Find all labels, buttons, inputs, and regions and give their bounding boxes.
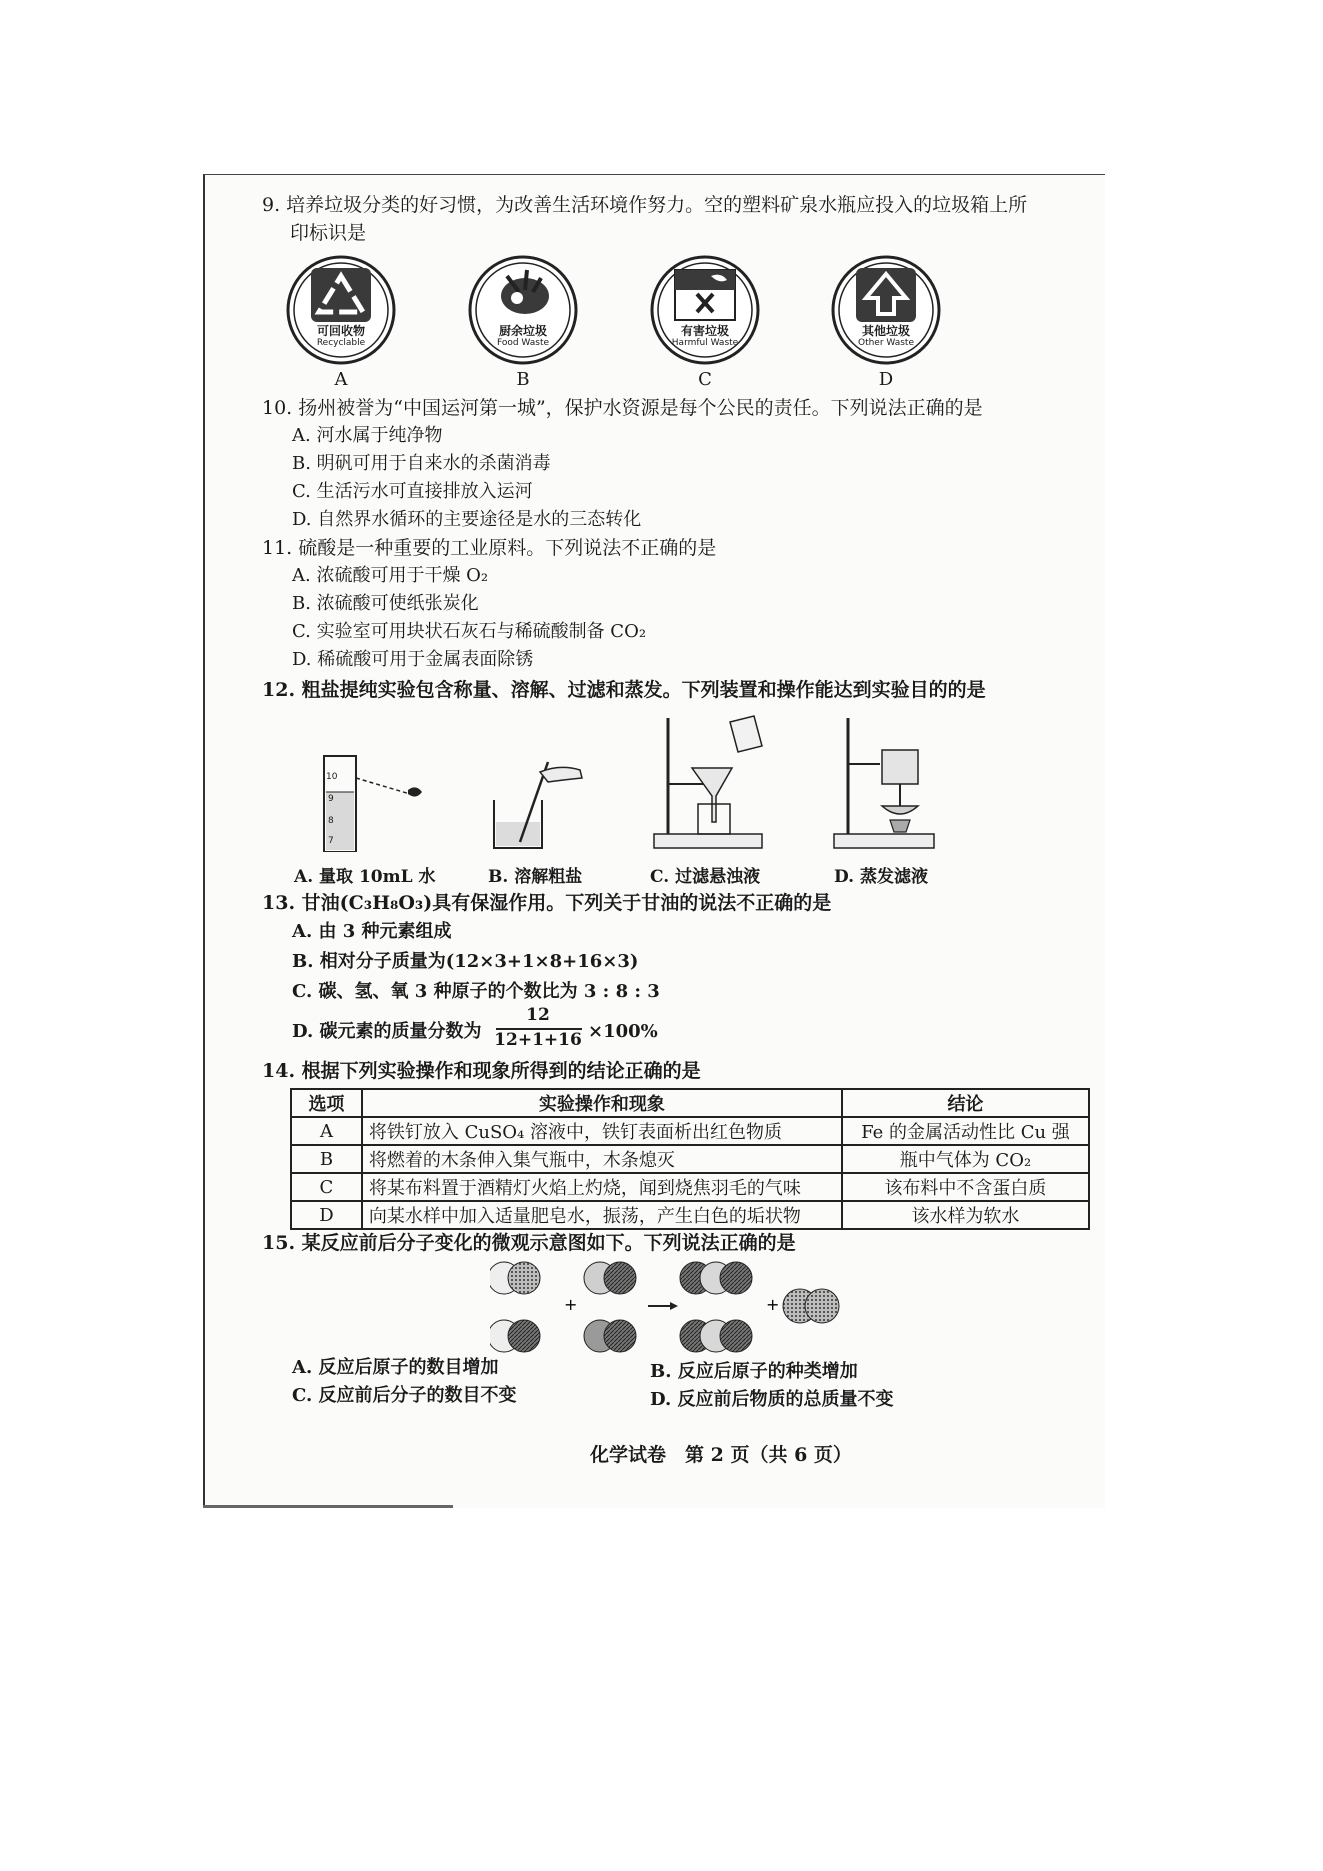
table-header-row	[291, 1089, 1089, 1117]
q13-option-c: C. 碳、氢、氧 3 种原子的个数比为 3 : 8 : 3	[292, 981, 660, 1002]
sign-label-cn: 可回收物	[316, 324, 365, 338]
cylinder-mark: 8	[328, 816, 334, 826]
molecule-diagram	[490, 1258, 850, 1362]
cell-option: B	[291, 1145, 362, 1173]
beaker-stirring-figure	[490, 752, 590, 856]
q10-option-c: C. 生活污水可直接排放入运河	[292, 481, 533, 502]
table-row	[291, 1145, 1089, 1173]
q11-option-a: A. 浓硫酸可用于干燥 O₂	[292, 565, 489, 586]
sign-label-cn: 厨余垃圾	[498, 324, 547, 338]
q13-stem: 13. 甘油(C₃H₈O₃)具有保湿作用。下列关于甘油的说法不正确的是	[262, 892, 832, 914]
q11-stem: 11. 硫酸是一种重要的工业原料。下列说法不正确的是	[262, 537, 717, 559]
header-operation: 实验操作和现象	[362, 1089, 842, 1117]
q11-option-c: C. 实验室可用块状石灰石与稀硫酸制备 CO₂	[292, 621, 647, 642]
q11-option-b: B. 浓硫酸可使纸张炭化	[292, 593, 479, 614]
cell-option: D	[291, 1201, 362, 1229]
svg-text:+: +	[766, 1295, 780, 1314]
cell-operation: 将某布料置于酒精灯火焰上灼烧，闻到烧焦羽毛的气味	[362, 1173, 842, 1201]
recyclable-sign	[285, 254, 397, 370]
q12-caption-c: C. 过滤悬浊液	[650, 867, 761, 887]
page-edge	[203, 1505, 453, 1508]
q13-option-a: A. 由 3 种元素组成	[292, 921, 452, 942]
fraction-numerator: 12	[526, 1005, 550, 1025]
q9-stem-line2: 印标识是	[290, 222, 367, 244]
cell-conclusion: 该布料中不含蛋白质	[842, 1173, 1089, 1201]
evaporation-figure	[830, 712, 940, 856]
q12-stem: 12. 粗盐提纯实验包含称量、溶解、过滤和蒸发。下列装置和操作能达到实验目的的是	[262, 679, 986, 701]
harmful-waste-sign	[649, 254, 761, 370]
svg-text:+: +	[564, 1295, 578, 1314]
table-row	[291, 1173, 1089, 1201]
sign-label-cn: 有害垃圾	[680, 324, 729, 338]
other-waste-sign	[830, 254, 942, 370]
q13-option-b: B. 相对分子质量为(12×3+1×8+16×3)	[292, 951, 639, 972]
cell-option: C	[291, 1173, 362, 1201]
q12-caption-b: B. 溶解粗盐	[488, 867, 583, 887]
page-footer: 化学试卷 第 2 页（共 6 页）	[590, 1444, 852, 1466]
q12-caption-a: A. 量取 10mL 水	[294, 867, 436, 887]
q15-option-c: C. 反应前后分子的数目不变	[292, 1385, 517, 1406]
q10-option-b: B. 明矾可用于自来水的杀菌消毒	[292, 453, 551, 474]
q10-option-a: A. 河水属于纯净物	[292, 425, 443, 446]
cylinder-mark: 10	[326, 772, 338, 782]
sign-label-en: Other Waste	[857, 338, 914, 348]
sign-label-en: Harmful Waste	[671, 338, 739, 348]
cell-operation: 将燃着的木条伸入集气瓶中，木条熄灭	[362, 1145, 842, 1173]
q9-stem-line1: 9. 培养垃圾分类的好习惯，为改善生活环境作努力。空的塑料矿泉水瓶应投入的垃圾箱上所	[262, 194, 1028, 216]
option-letter: A	[334, 369, 348, 390]
q15-option-b: B. 反应后原子的种类增加	[650, 1361, 858, 1382]
food-waste-sign	[467, 254, 579, 370]
q11-option-d: D. 稀硫酸可用于金属表面除锈	[292, 649, 534, 670]
cell-conclusion: Fe 的金属活动性比 Cu 强	[842, 1117, 1089, 1145]
q15-option-d: D. 反应前后物质的总质量不变	[650, 1389, 894, 1410]
filtration-figure	[650, 712, 770, 856]
cell-conclusion: 瓶中气体为 CO₂	[842, 1145, 1089, 1173]
table-row	[291, 1117, 1089, 1145]
q14-table	[290, 1088, 1090, 1230]
table-row	[291, 1201, 1089, 1229]
graduated-cylinder-figure	[318, 752, 428, 856]
q12-caption-d: D. 蒸发滤液	[834, 867, 928, 887]
sign-label-cn: 其他垃圾	[861, 324, 910, 338]
cell-operation: 将铁钉放入 CuSO₄ 溶液中，铁钉表面析出红色物质	[362, 1117, 842, 1145]
cell-option: A	[291, 1117, 362, 1145]
q10-option-d: D. 自然界水循环的主要途径是水的三态转化	[292, 509, 642, 530]
q10-stem: 10. 扬州被誉为“中国运河第一城”，保护水资源是每个公民的责任。下列说法正确的是	[262, 397, 983, 419]
q15-option-a: A. 反应后原子的数目增加	[292, 1357, 499, 1378]
q13-option-d-prefix: D. 碳元素的质量分数为	[292, 1021, 482, 1042]
option-letter: D	[878, 369, 894, 390]
cell-conclusion: 该水样为软水	[842, 1201, 1089, 1229]
header-option: 选项	[291, 1089, 362, 1117]
fraction-denominator: 12+1+16	[494, 1030, 582, 1050]
sign-label-en: Food Waste	[496, 338, 550, 348]
option-letter: C	[698, 369, 712, 390]
cell-operation: 向某水样中加入适量肥皂水，振荡，产生白色的垢状物	[362, 1201, 842, 1229]
header-conclusion: 结论	[842, 1089, 1089, 1117]
q13-option-d-suffix: ×100%	[588, 1021, 658, 1042]
option-letter: B	[516, 369, 530, 390]
cylinder-mark: 7	[328, 836, 334, 846]
cylinder-mark: 9	[328, 794, 334, 804]
sign-label-en: Recyclable	[316, 338, 366, 348]
q15-stem: 15. 某反应前后分子变化的微观示意图如下。下列说法正确的是	[262, 1232, 796, 1254]
q14-stem: 14. 根据下列实验操作和现象所得到的结论正确的是	[262, 1060, 701, 1082]
